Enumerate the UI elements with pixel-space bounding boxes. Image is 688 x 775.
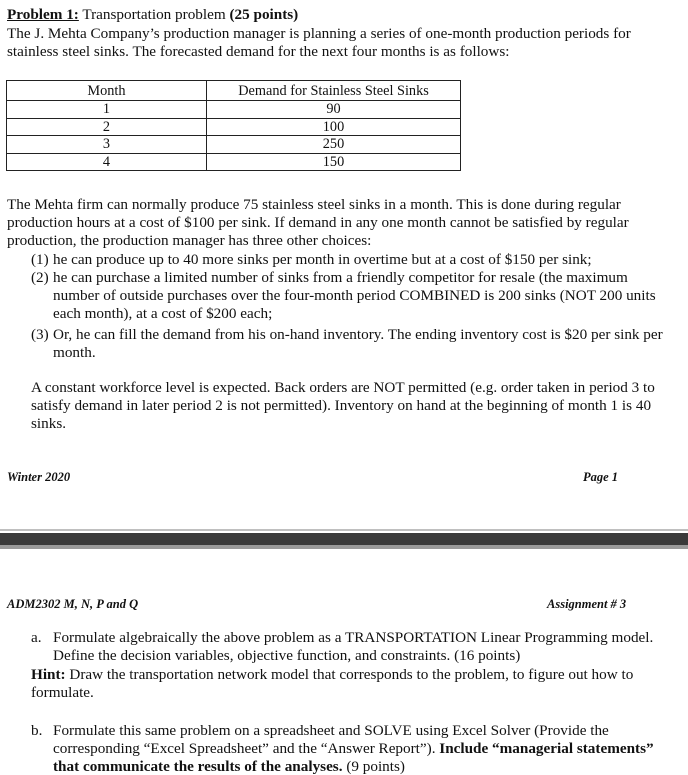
table-row [7,136,461,154]
hint-body: Draw the transportation network model that corresponds to the problem, to figure out how to formulate. [31,666,634,701]
header-demand: Demand for Stainless Steel Sinks [207,81,461,101]
demand-cell: 250 [207,136,461,154]
question-b-emphasis: Include “managerial statements” that communicate the results of the analyses. [53,739,654,775]
table-row [7,118,461,136]
demand-table [6,80,461,171]
choice-number: (3) [31,326,49,343]
footer-term: Winter 2020 [7,470,71,484]
page-break-top [0,529,688,531]
choice-text: Or, he can fill the demand from his on-hand inventory. The ending inventory cost is $20 per sink per month. [53,326,663,361]
problem-points: (25 points) [229,6,299,23]
hint-text [31,666,671,702]
question-b-text [53,722,668,775]
table-header-row [7,81,461,101]
page-break-bottom [0,545,688,549]
problem-title-text: Transportation problem [78,6,230,23]
choice-number: (1) [31,251,49,268]
question-a-label: a. [31,629,42,646]
header-month: Month [7,81,207,101]
choice-text: he can purchase a limited number of sinks from a friendly competitor for resale (the maximum number of outside purchases over the four-month period COMBINED is 200 sinks (NOT 200 units each month), at a cost of $200 each; [53,269,656,322]
month-cell: 2 [7,118,207,136]
problem-title [7,6,677,24]
question-b-body: Formulate this same problem on a spreadsheet and SOLVE using Excel Solver (Provide the corresponding “Excel Spreadsheet” and the “Answer Report”). [53,722,609,757]
constraints-paragraph: A constant workforce level is expected. Back orders are NOT permitted (e.g. order taken in period 3 to satisfy demand in later period 2 is not permitted). Inventory on hand at the beginning of month 1 is 40 sinks. [31,379,655,432]
demand-cell: 90 [207,101,461,119]
month-cell: 3 [7,136,207,154]
table-row [7,101,461,119]
production-paragraph: The Mehta firm can normally produce 75 stainless steel sinks in a month. This is done during regular production hours at a cost of $100 per sink. If demand in any one month cannot be satisfied by regular production, the production manager has three other choices: [7,196,629,249]
demand-cell: 100 [207,118,461,136]
footer-page: Page 1 [583,470,619,484]
problem-label: Problem 1: [7,6,79,23]
question-b-points: (9 points) [342,757,405,775]
month-cell: 1 [7,101,207,119]
intro-paragraph: The J. Mehta Company’s production manager is planning a series of one-month production periods for stainless steel sinks. The forecasted demand for the next four months is as follows: [7,25,631,60]
question-a-text: Formulate algebraically the above problem as a TRANSPORTATION Linear Programming model. Define the decision variables, objective function, and constraints. (16 points) [53,629,654,664]
hint-label: Hint: [31,666,66,683]
table-row [7,153,461,171]
demand-cell: 150 [207,153,461,171]
assignment-header: Assignment # 3 [547,597,627,611]
course-header: ADM2302 M, N, P and Q [7,597,139,611]
choice-number: (2) [31,269,49,286]
choice-text: he can produce up to 40 more sinks per month in overtime but at a cost of $150 per sink; [53,251,592,268]
month-cell: 4 [7,153,207,171]
page-break-divider [0,533,688,545]
question-b-label: b. [31,722,43,739]
